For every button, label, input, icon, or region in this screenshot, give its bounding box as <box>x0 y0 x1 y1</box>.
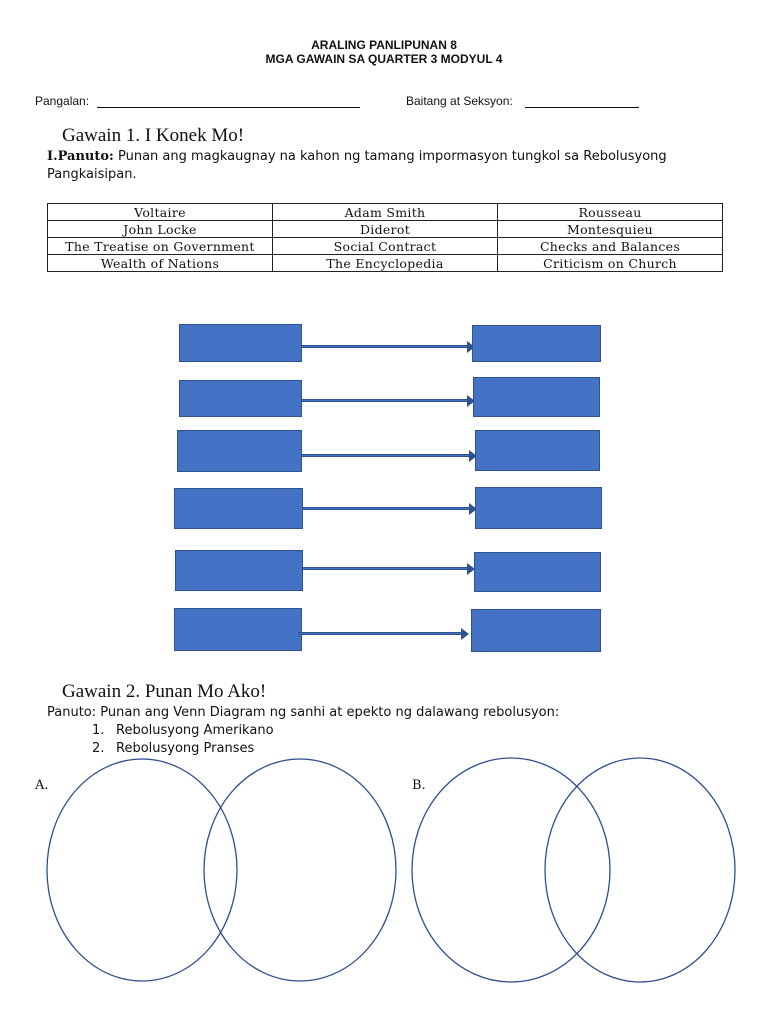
worksheet-subject: ARALING PANLIPUNAN 8 <box>311 38 457 52</box>
table-row <box>48 204 723 221</box>
right-answer-box[interactable] <box>471 609 601 652</box>
list-number: 2. <box>92 741 105 756</box>
word-bank-table <box>47 203 723 272</box>
activity2-title: Gawain 2. Punan Mo Ako! <box>62 681 267 702</box>
activity2-instruction: Panuto: Punan ang Venn Diagram ng sanhi at epekto ng dalawang rebolusyon: <box>47 705 560 720</box>
table-cell: The Encyclopedia <box>273 255 498 272</box>
venn-a-label: A. <box>35 778 49 793</box>
left-answer-box[interactable] <box>175 550 303 591</box>
left-answer-box[interactable] <box>177 430 302 472</box>
section-label: Baitang at Seksyon: <box>406 94 513 108</box>
right-answer-box[interactable] <box>475 487 602 529</box>
table-cell: Social Contract <box>273 238 498 255</box>
venn-b-right-circle[interactable] <box>545 758 735 982</box>
list-text: Rebolusyong Amerikano <box>116 723 274 738</box>
table-cell: Adam Smith <box>273 204 498 221</box>
connector-arrow <box>302 399 468 402</box>
right-answer-box[interactable] <box>472 325 601 362</box>
name-line[interactable] <box>97 107 360 108</box>
table-row <box>48 238 723 255</box>
activity1-title: Gawain 1. I Konek Mo! <box>62 125 245 146</box>
venn-a-left-circle[interactable] <box>47 759 237 981</box>
table-cell: Rousseau <box>498 204 723 221</box>
worksheet-module: MGA GAWAIN SA QUARTER 3 MODYUL 4 <box>265 52 503 66</box>
connector-arrow <box>298 632 462 635</box>
section-line[interactable] <box>525 107 639 108</box>
table-cell: John Locke <box>48 221 273 238</box>
list-text: Rebolusyong Pranses <box>116 741 255 756</box>
table-row <box>48 255 723 272</box>
venn-a-right-circle[interactable] <box>204 759 396 981</box>
list-item <box>92 722 274 740</box>
table-cell: Diderot <box>273 221 498 238</box>
instruction-text: Punan ang magkaugnay na kahon ng tamang impormasyon tungkol sa Rebolusyong Pangkaisipan. <box>47 149 667 182</box>
activity1-instruction <box>47 148 727 184</box>
left-answer-box[interactable] <box>174 608 302 651</box>
name-label: Pangalan: <box>35 94 90 108</box>
venn-b-label: B. <box>412 778 426 793</box>
connector-arrow <box>302 345 468 348</box>
table-cell: Montesquieu <box>498 221 723 238</box>
left-answer-box[interactable] <box>179 324 302 362</box>
right-answer-box[interactable] <box>474 552 601 592</box>
right-answer-box[interactable] <box>475 430 600 471</box>
connector-arrow <box>302 454 470 457</box>
left-answer-box[interactable] <box>179 380 302 417</box>
right-answer-box[interactable] <box>473 377 600 417</box>
table-cell: Voltaire <box>48 204 273 221</box>
instruction-prefix: I.Panuto: <box>47 149 114 164</box>
venn-diagrams <box>0 750 768 1020</box>
table-cell: The Treatise on Government <box>48 238 273 255</box>
table-row <box>48 221 723 238</box>
connector-arrow <box>303 567 468 570</box>
left-answer-box[interactable] <box>174 488 303 529</box>
table-cell: Checks and Balances <box>498 238 723 255</box>
table-cell: Wealth of Nations <box>48 255 273 272</box>
list-number: 1. <box>92 723 105 738</box>
table-cell: Criticism on Church <box>498 255 723 272</box>
connector-arrow <box>303 507 470 510</box>
venn-b-left-circle[interactable] <box>412 758 610 982</box>
